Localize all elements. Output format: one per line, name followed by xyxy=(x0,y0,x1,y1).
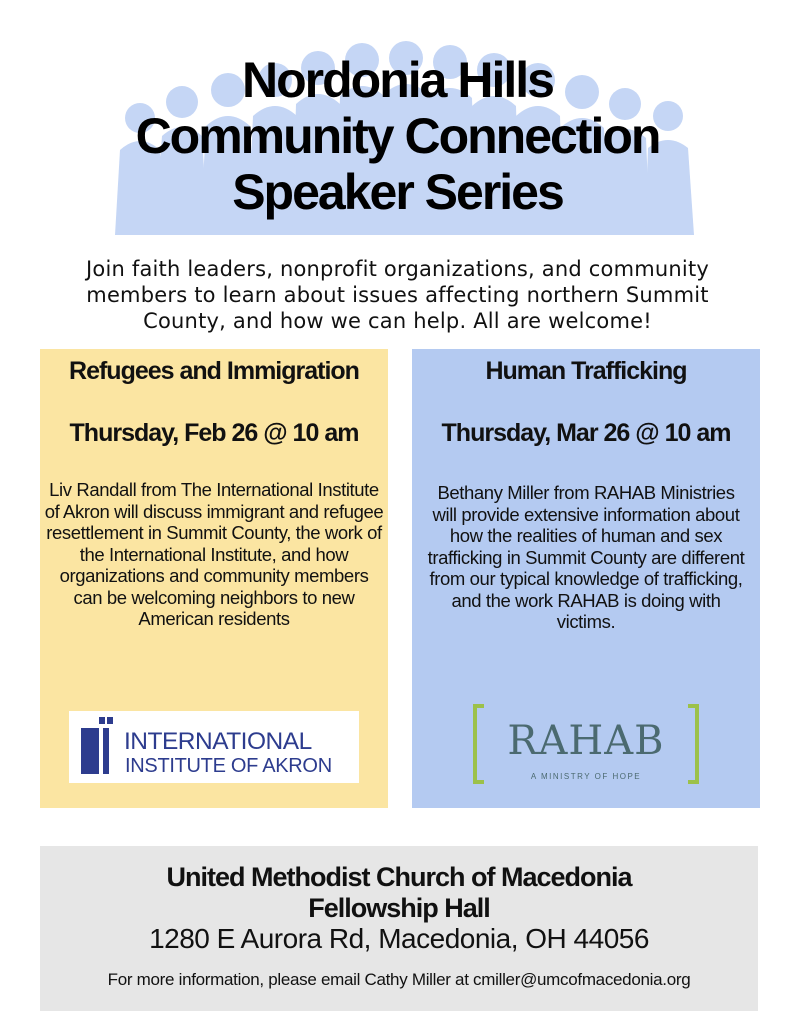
title-line-1: Nordonia Hills xyxy=(242,52,553,108)
venue-address: 1280 E Aurora Rd, Macedonia, OH 44056 xyxy=(149,923,649,954)
event-description: Liv Randall from The International Institute of Akron will discuss immigrant and refugee resettlement in Summit County, the work of the International Institute, and how organizations and community members can be welcoming neighbors to new American residents xyxy=(44,479,384,629)
intro-text: Join faith leaders, nonprofit organizations, and community members to learn about issues affecting northern Summit County, and how we can help. All are welcome! xyxy=(86,257,709,333)
rahab-logo-tagline: A MINISTRY OF HOPE xyxy=(530,772,642,781)
event-panel-refugees xyxy=(40,349,388,808)
event-topic: Refugees and Immigration xyxy=(69,357,359,385)
international-institute-logo-mark-icon xyxy=(81,717,115,777)
contact-info: For more information, please email Cathy Miller at cmiller@umcofmacedonia.org xyxy=(107,970,691,989)
event-date: Thursday, Feb 26 @ 10 am xyxy=(69,419,359,447)
venue-room: Fellowship Hall xyxy=(308,893,490,923)
page-title xyxy=(0,52,795,220)
rahab-logo xyxy=(470,704,702,789)
event-topic: Human Trafficking xyxy=(485,357,687,385)
event-date: Thursday, Mar 26 @ 10 am xyxy=(441,419,731,447)
title-line-2: Community Connection xyxy=(135,108,660,164)
logo-line-1: INTERNATIONAL xyxy=(124,728,312,755)
logo-line-2: INSTITUTE OF AKRON xyxy=(125,755,332,777)
event-description: Bethany Miller from RAHAB Ministries will provide extensive information about how the realities of human and sex trafficking in Summit County are different from our typical knowledge of trafficking, and the work RAHAB is doing with victims. xyxy=(427,482,745,632)
title-line-3: Speaker Series xyxy=(232,164,563,220)
venue-name: United Methodist Church of Macedonia xyxy=(166,862,632,892)
international-institute-logo xyxy=(69,711,359,783)
venue-footer xyxy=(40,846,758,1011)
rahab-logo-name: RAHAB xyxy=(507,718,665,764)
event-panel-trafficking xyxy=(412,349,760,808)
